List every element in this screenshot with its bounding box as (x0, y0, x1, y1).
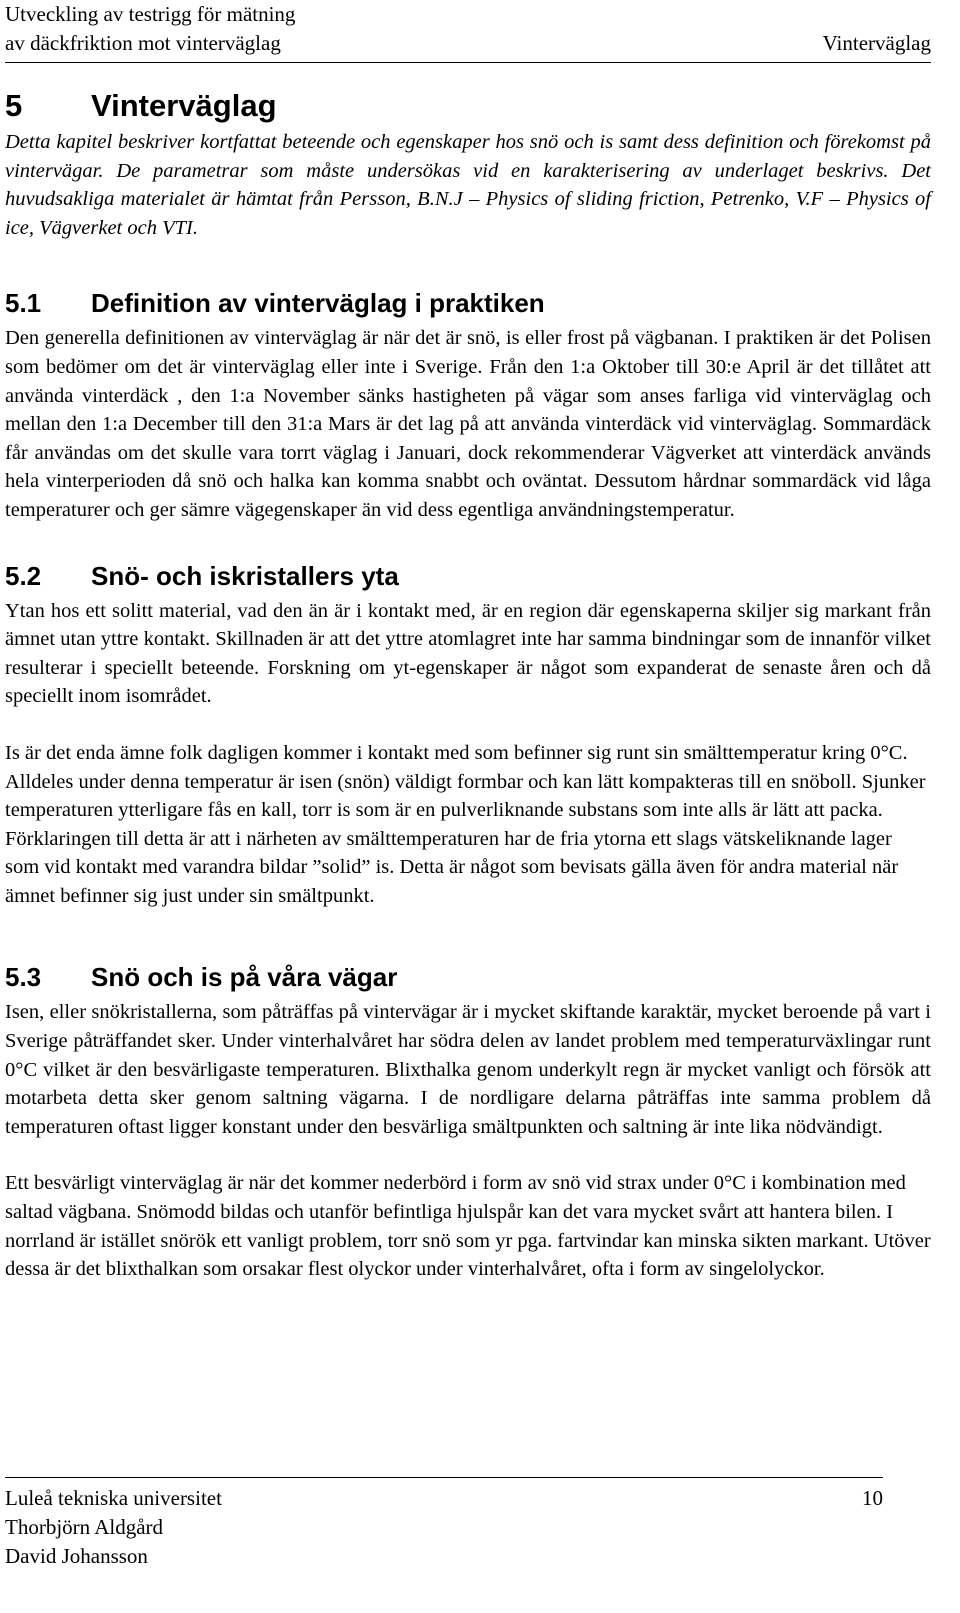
section-title: Snö- och iskristallers yta (91, 560, 399, 591)
paragraph: Ytan hos ett solitt material, vad den än är i kontakt med, är en region där egenskaperna skiljer sig markant från ämnet utan yttre kontakt. Skillnaden är att det yttre atomlagret inte har samma bindningar som de innanför vilket resulterar i speciellt beteende. Forskning om yt-egenskaper är något som expanderat de senaste åren och då speciellt inom isområdet. (5, 599, 931, 708)
section-heading (5, 286, 931, 320)
paragraph: Den generella definitionen av vinterväglag är när det är snö, is eller frost på vägbanan. I praktiken är det Polisen som bedömer om det är vinterväglag eller inte i Sverige. Från den 1:a Oktober till 30:e April är det tillåtet att använda vinterdäck , den 1:a November sänks hastigheten på vägar som anses farliga vid vinterväglag och mellan den 1:a December till den 31:a Mars är det lag på att använda vinterdäck vid vinterväglag. Sommardäck får användas om det skulle vara torrt väglag i Januari, dock rekommenderar Vägverket att vinterdäck används hela vinterperioden då snö och halka kan komma snabbt och oväntat. Dessutom hårdnar sommardäck vid låga temperaturer och ger sämre vägegenskaper än vid dess egentliga användningstemperatur. (5, 327, 931, 521)
page-content (5, 86, 931, 1284)
header-document-title (5, 0, 295, 58)
running-footer (5, 1477, 883, 1571)
section-number: 5.2 (5, 560, 42, 591)
chapter-heading (5, 86, 931, 126)
section-title: Definition av vinterväglag i praktiken (91, 288, 545, 319)
running-header (5, 0, 931, 63)
section-heading (5, 559, 931, 593)
paragraph: Is är det enda ämne folk dagligen kommer i kontakt med som befinner sig runt sin smälttemperatur kring 0°C. Alldeles under denna temperatur är isen (snön) väldigt formbar och kan lätt kompakteras till en snöboll. Sjunker temperaturen ytterligare fås en kall, torr is som är en pulverliknande substans som inte alls är lätt att packa. Förklaringen till detta är att i närheten av smälttemperaturen har de fria ytorna ett slags vätskeliknande lager som vid kontakt med varandra bildar ”solid” is. Detta är något som bevisats gälla även för andra material när ämnet befinner sig just under sin smältpunkt. (5, 741, 926, 907)
header-title-line-1: Utveckling av testrigg för mätning (5, 2, 296, 26)
footer-author: David Johansson (5, 1544, 148, 1568)
chapter-title: Vinterväglag (91, 88, 277, 123)
section-title: Snö och is på våra vägar (91, 962, 398, 993)
section-heading (5, 960, 931, 994)
header-chapter-name: Vinterväglag (822, 31, 931, 55)
header-title-line-2: av däckfriktion mot vinterväglag (5, 31, 281, 55)
page-number: 10 (862, 1486, 883, 1510)
paragraph: Isen, eller snökristallerna, som påträffas på vintervägar är i mycket skiftande karaktär, mycket beroende på vart i Sverige påträffandet sker. Under vinterhalvåret har södra delen av landet problem med temperaturväxlingar runt 0°C vilket är den besvärligaste temperaturen. Blixthalka genom underkylt regn är mycket vanligt och försök att motarbeta detta sker genom saltning vägarna. I de nordligare delarna påträffas inte samma problem då temperaturen oftast ligger konstant under den besvärliga smältpunkten och saltning är inte lika nödvändigt. (5, 1001, 931, 1138)
footer-institution: Luleå tekniska universitet (5, 1486, 222, 1510)
footer-author: Thorbjörn Aldgård (5, 1515, 164, 1539)
chapter-intro: Detta kapitel beskriver kortfattat beteende och egenskaper hos snö och is samt dess definition och förekomst på vintervägar. De parametrar som måste undersökas vid en karakterisering av underlaget beskrivs. Det huvudsakliga materialet är hämtat från Persson, B.N.J – Physics of sliding friction, Petrenko, V.F – Physics of ice, Vägverket och VTI. (5, 131, 931, 239)
section-number: 5.3 (5, 962, 42, 993)
paragraph: Ett besvärligt vinterväglag är när det kommer nederbörd i form av snö vid strax under 0°C i kombination med saltad vägbana. Snömodd bildas och utanför befintliga hjulspår kan det vara mycket svårt att hantera bilen. I norrland är istället snörök ett vanligt problem, torr snö som yr pga. fartvindar kan minska sikten markant. Utöver dessa är det blixthalkan som orsakar flest olyckor under vinterhalvåret, ofta i form av singelolyckor. (5, 1172, 931, 1281)
section-number: 5.1 (5, 288, 42, 319)
chapter-number: 5 (5, 88, 23, 123)
